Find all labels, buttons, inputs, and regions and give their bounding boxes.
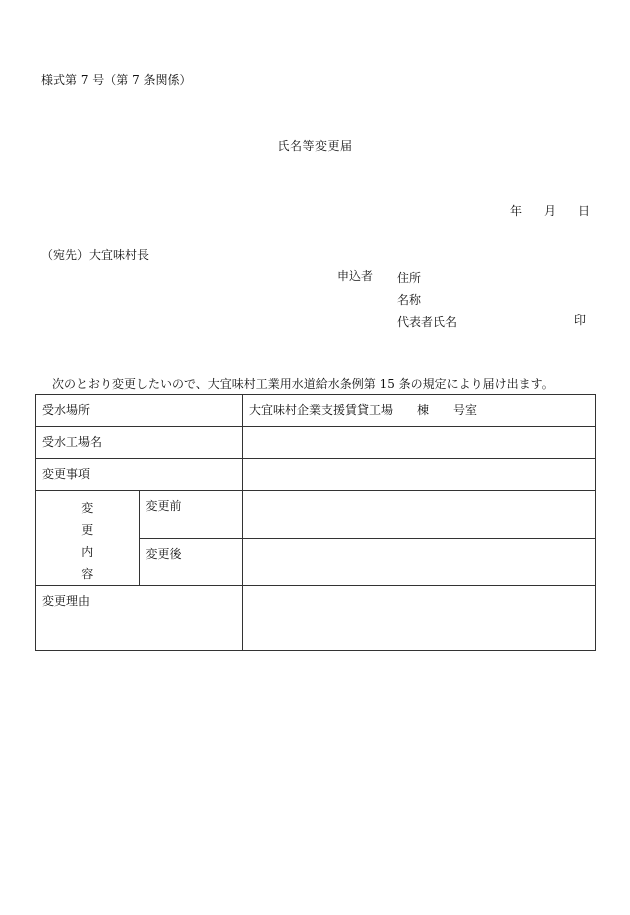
change-reason-field[interactable] bbox=[243, 586, 596, 651]
change-reason-label: 変更理由 bbox=[36, 586, 243, 651]
before-change-field[interactable] bbox=[243, 491, 596, 539]
date-year-label: 年 bbox=[509, 204, 522, 218]
table-row-before bbox=[36, 491, 596, 539]
date-month-label: 月 bbox=[543, 204, 556, 218]
applicant-fields bbox=[397, 267, 457, 333]
page-title: 氏名等変更届 bbox=[277, 139, 353, 153]
address-label: 住所 bbox=[397, 271, 422, 285]
vertical-char: 変 bbox=[81, 501, 94, 515]
change-form-table bbox=[35, 394, 596, 651]
vertical-char: 更 bbox=[81, 523, 94, 537]
vertical-char: 容 bbox=[81, 567, 94, 581]
change-item-field[interactable] bbox=[243, 459, 596, 491]
seal-mark: 印 bbox=[574, 313, 587, 327]
form-number: 様式第 7 号（第 7 条関係） bbox=[41, 73, 192, 87]
date-day-label: 日 bbox=[577, 204, 590, 218]
intro-text: 次のとおり変更したいので、大宜味村工業用水道給水条例第 15 条の規定により届け出ます。 bbox=[52, 377, 554, 391]
after-change-label: 変更後 bbox=[139, 538, 243, 586]
table-row-reason bbox=[36, 586, 596, 651]
change-item-label: 変更事項 bbox=[36, 459, 243, 491]
place-value: 大宜味村企業支援賃貸工場 棟 号室 bbox=[243, 395, 596, 427]
table-row-change-item bbox=[36, 459, 596, 491]
addressee: （宛先）大宜味村長 bbox=[41, 248, 150, 262]
table-row-place bbox=[36, 395, 596, 427]
before-change-label: 変更前 bbox=[139, 491, 243, 539]
change-content-vertical-label bbox=[36, 491, 140, 586]
date-line bbox=[510, 202, 590, 219]
representative-name-label: 代表者氏名 bbox=[397, 315, 458, 329]
place-label: 受水場所 bbox=[36, 395, 243, 427]
factory-name-label: 受水工場名 bbox=[36, 427, 243, 459]
applicant-label: 申込者 bbox=[337, 269, 374, 283]
company-name-label: 名称 bbox=[397, 293, 422, 307]
vertical-char: 内 bbox=[81, 545, 94, 559]
after-change-field[interactable] bbox=[243, 538, 596, 586]
table-row-factory bbox=[36, 427, 596, 459]
factory-name-field[interactable] bbox=[243, 427, 596, 459]
